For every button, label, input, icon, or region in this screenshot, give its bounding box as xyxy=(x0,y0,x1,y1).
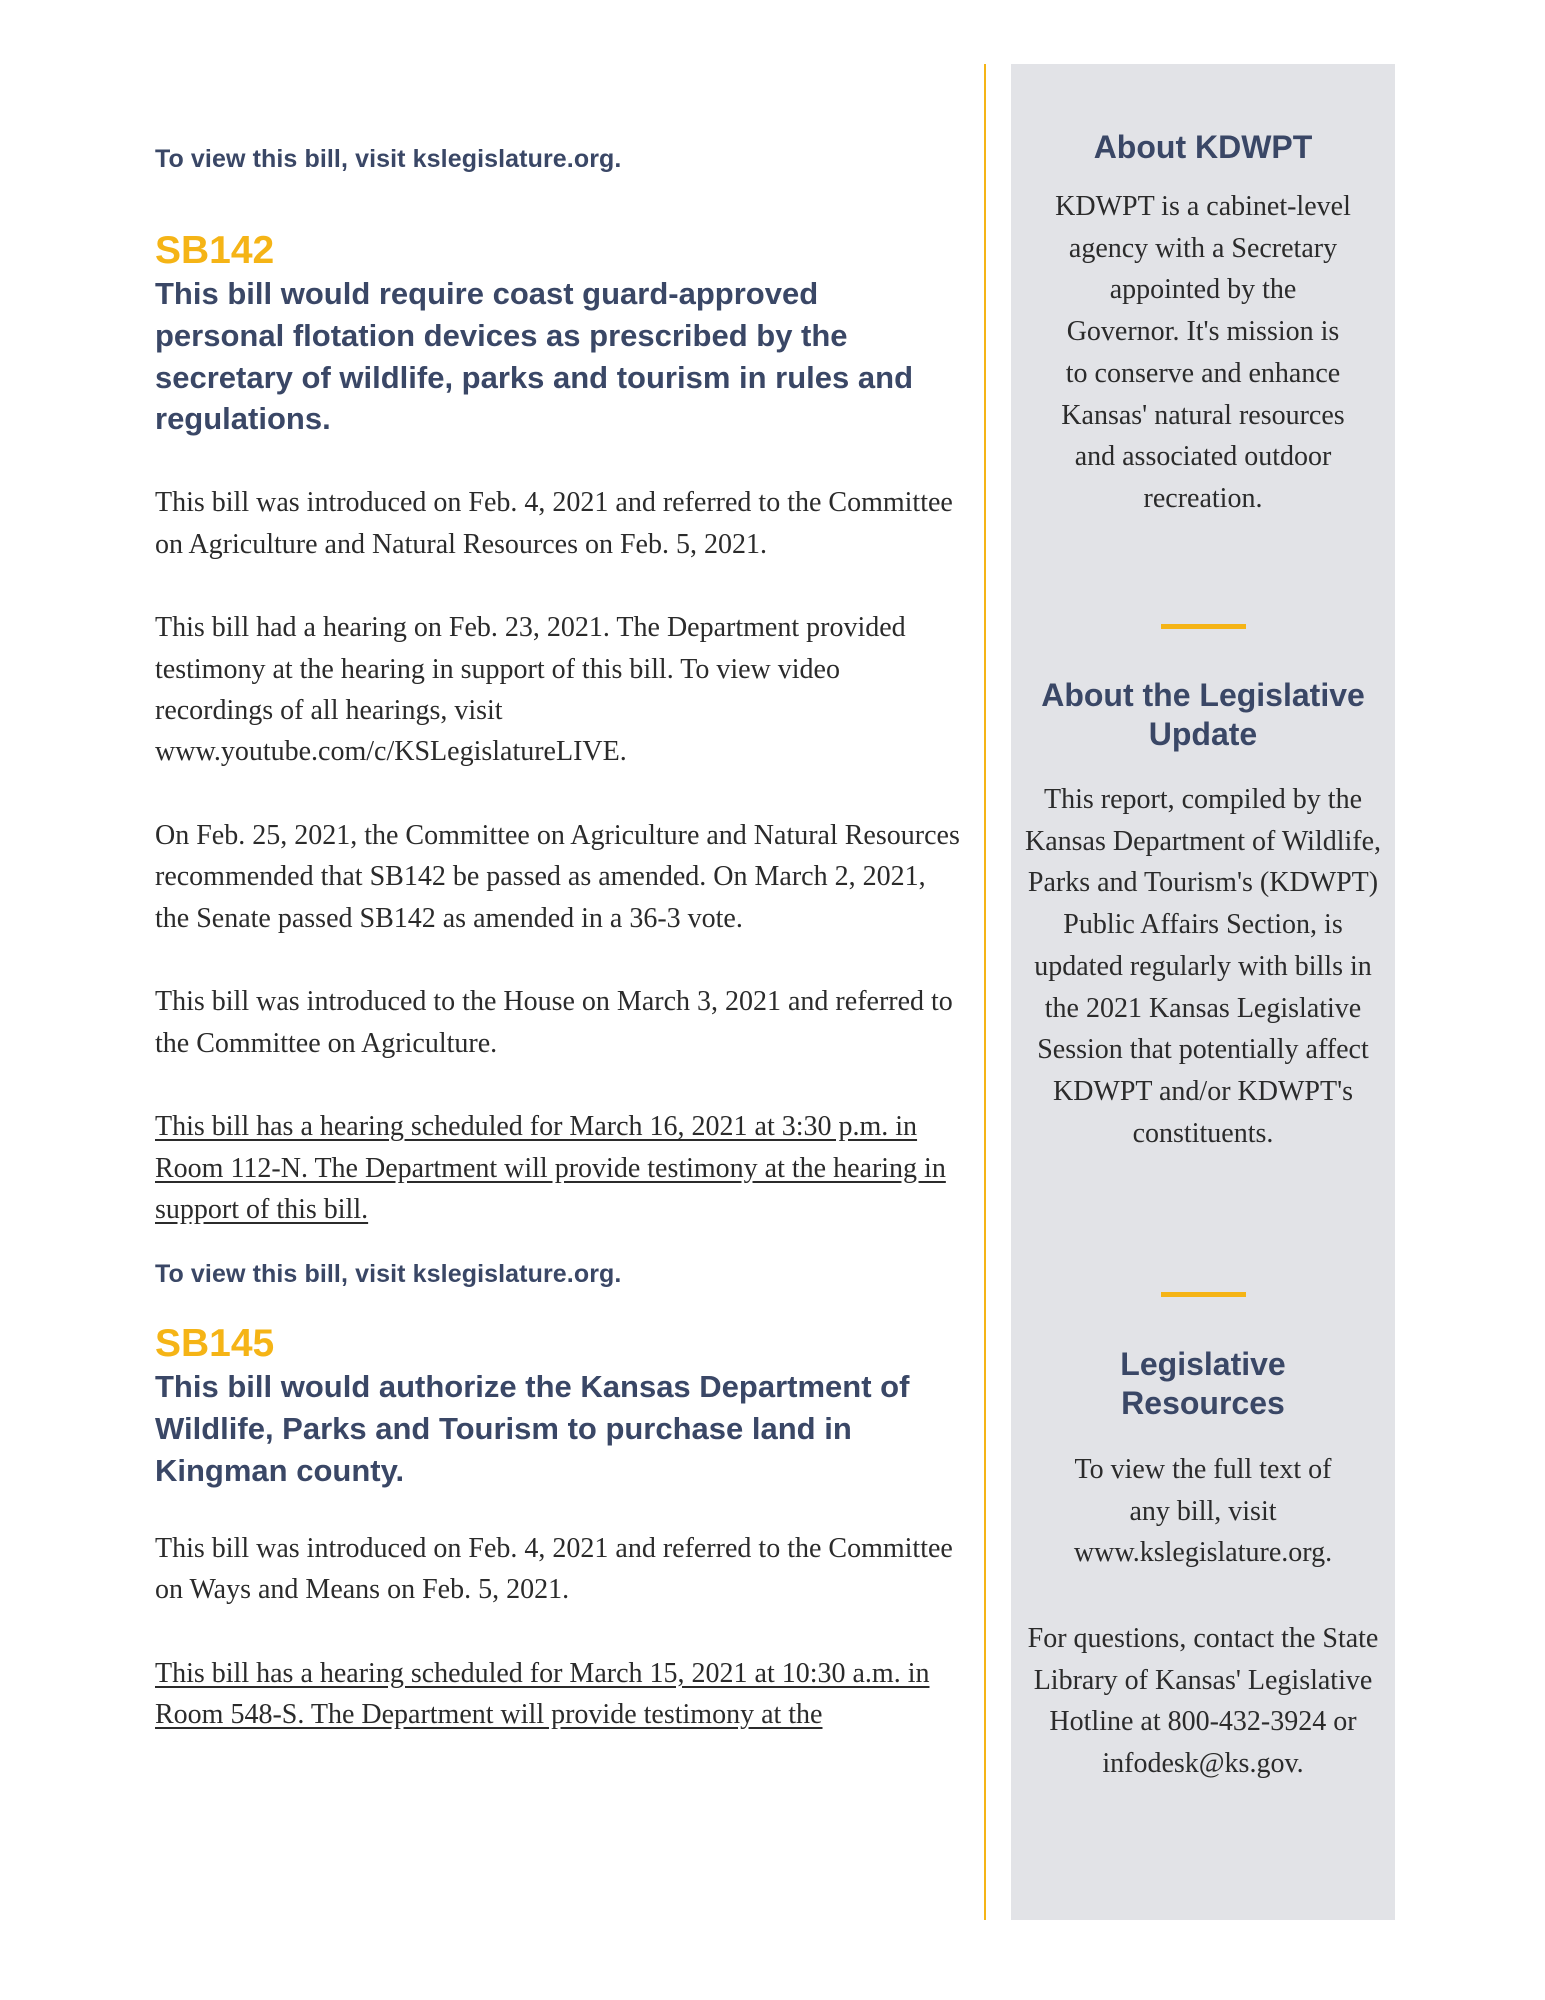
visit-bill-link[interactable]: To view this bill, visit kslegislature.org. xyxy=(155,1260,622,1289)
sb142-house-paragraph: This bill was introduced to the House on March 3, 2021 and referred to the Committee on Agriculture. xyxy=(155,986,953,1059)
legislative-resources-heading: Legislative Resources xyxy=(1120,1346,1286,1422)
about-kdwpt-text: KDWPT is a cabinet-level agency with a Secretary appointed by the Governor. It's mission is to conserve and enhance Kansas' natural resources and associated outdoor recreation. xyxy=(1055,191,1351,515)
bill-id-sb145: SB145 xyxy=(155,1322,275,1366)
sb142-committee-paragraph: On Feb. 25, 2021, the Committee on Agriculture and Natural Resources recommended that SB142 be passed as amended. On March 2, 2021, the Senate passed SB142 as amended in a 36-3 vote. xyxy=(155,819,960,934)
sb145-introduced-paragraph: This bill was introduced on Feb. 4, 2021 and referred to the Committee on Ways and Means on Feb. 5, 2021. xyxy=(155,1532,953,1606)
about-update-text: This report, compiled by the Kansas Department of Wildlife, Parks and Tourism's (KDWPT) Public Affairs Section, is updated regularly with bills in the 2021 Kansas Legislative Session that potentially affect KDWPT and/or KDWPT's constituents. xyxy=(1024,784,1382,1149)
visit-bill-link[interactable]: To view this bill, visit kslegislature.org. xyxy=(155,145,622,173)
sb142-hearing-paragraph: This bill had a hearing on Feb. 23, 2021. The Department provided testimony at the hearing in support of this bill. To view video recordings of all hearings, visit www.youtube.com/c/KSLegislatureLIVE. xyxy=(155,612,906,768)
resources-bill-text: To view the full text of any bill, visit www.kslegislature.org. xyxy=(1073,1454,1333,1569)
sb142-scheduled-hearing-paragraph: This bill has a hearing scheduled for March 16, 2021 at 3:30 p.m. in Room 112-N. The Department will provide testimony at the hearing in support of this bill. xyxy=(155,1111,946,1225)
bill-title-sb142: This bill would require coast guard-approved personal flotation devices as prescribed by the secretary of wildlife, parks and tourism in rules and regulations. xyxy=(155,275,914,437)
main-column xyxy=(155,145,965,1736)
sidebar-divider xyxy=(1161,1292,1246,1297)
bill-id-sb142: SB142 xyxy=(155,229,275,272)
resources-contact-text: For questions, contact the State Library of Kansas' Legislative Hotline at 800-432-3924 or infodesk@ks.gov. xyxy=(1027,1623,1379,1780)
sidebar-divider xyxy=(1161,624,1246,629)
sb145-scheduled-hearing-paragraph: This bill has a hearing scheduled for March 15, 2021 at 10:30 a.m. in Room 548-S. The Department will provide testimony at the xyxy=(155,1657,930,1731)
about-kdwpt-heading: About KDWPT xyxy=(1093,129,1313,165)
sidebar xyxy=(1011,64,1395,1920)
about-update-heading: About the Legislative Update xyxy=(1041,677,1365,753)
column-divider xyxy=(984,64,986,1920)
bill-title-sb145: This bill would authorize the Kansas Department of Wildlife, Parks and Tourism to purchase land in Kingman county. xyxy=(155,1369,910,1488)
sb142-introduced-paragraph: This bill was introduced on Feb. 4, 2021 and referred to the Committee on Agriculture and Natural Resources on Feb. 5, 2021. xyxy=(155,487,953,560)
